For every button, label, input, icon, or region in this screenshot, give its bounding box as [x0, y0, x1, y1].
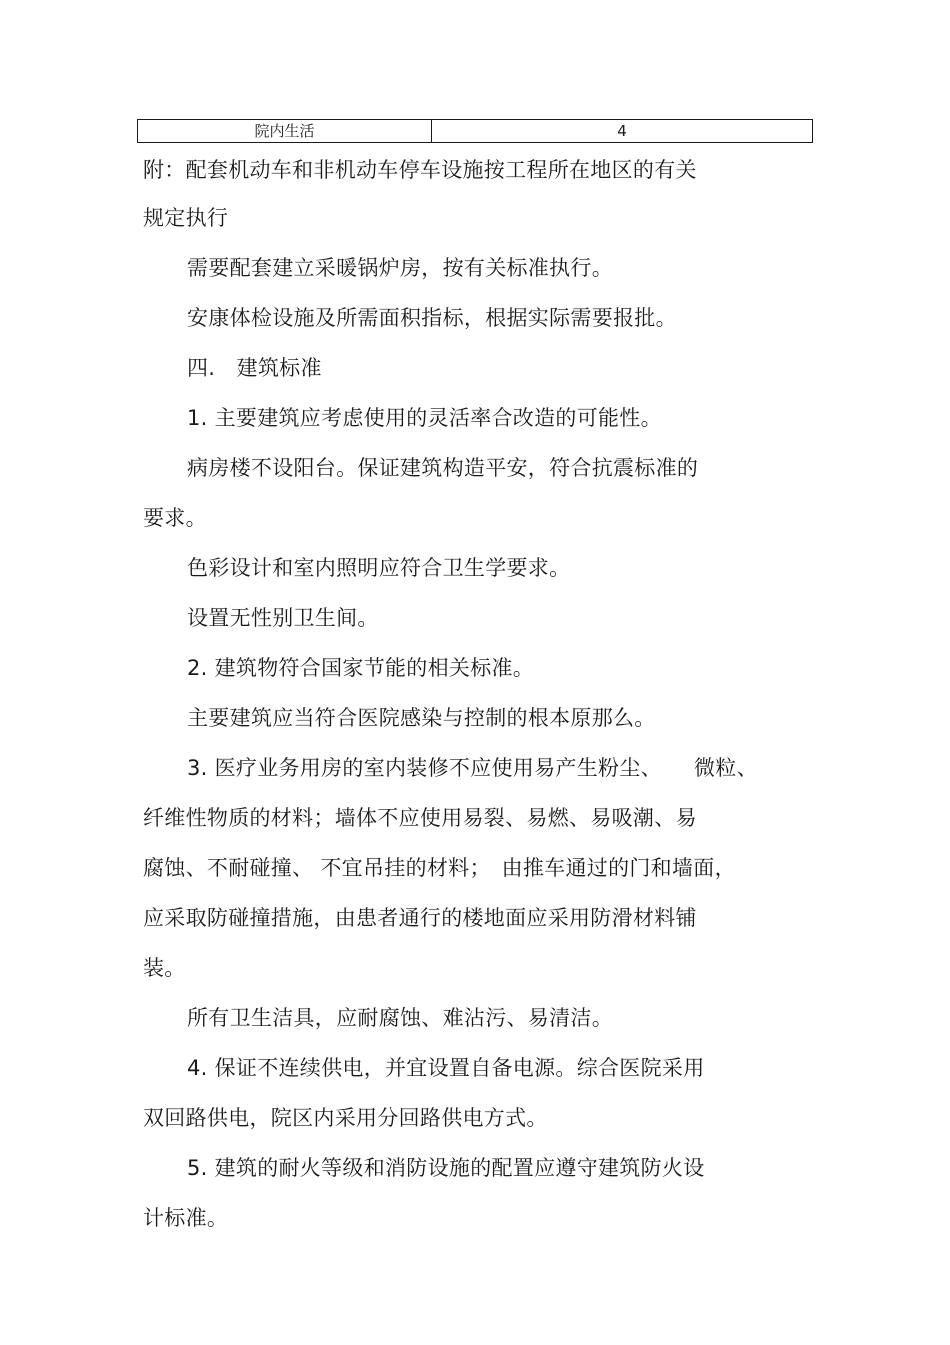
text-line: 2. 建筑物符合国家节能的相关标准。: [187, 656, 535, 680]
text-line: 3. 医疗业务用房的室内装修不应使用易产生粉尘、 微粒、: [187, 756, 758, 780]
text-line: 计标准。: [143, 1206, 229, 1230]
text-line: 主要建筑应当符合医院感染与控制的根本原那么。: [187, 706, 656, 730]
text-line: 病房楼不设阳台。保证建筑构造平安，符合抗震标准的: [187, 456, 699, 480]
text-line: 四. 建筑标准: [187, 356, 322, 380]
table-row: [138, 120, 813, 143]
summary-table: [137, 119, 813, 143]
text-line: 应采取防碰撞措施，由患者通行的楼地面应采用防滑材料铺: [143, 906, 697, 930]
table-cell-value: 4: [432, 120, 813, 143]
text-line: 腐蚀、不耐碰撞、 不宜吊挂的材料； 由推车通过的门和墙面，: [143, 856, 736, 880]
text-line: 要求。: [143, 506, 207, 530]
text-line: 5. 建筑的耐火等级和消防设施的配置应遵守建筑防火设: [187, 1156, 705, 1180]
text-line: 色彩设计和室内照明应符合卫生学要求。: [187, 556, 571, 580]
text-line: 装。: [143, 956, 186, 980]
text-line: 纤维性物质的材料；墙体不应使用易裂、易燃、易吸潮、易: [143, 806, 697, 830]
text-line: 1. 主要建筑应考虑使用的灵活率合改造的可能性。: [187, 406, 662, 430]
text-line: 需要配套建立采暖锅炉房，按有关标准执行。: [187, 256, 613, 280]
text-line: 设置无性别卫生间。: [187, 606, 379, 630]
table-cell-label: 院内生活: [138, 120, 432, 143]
text-line: 安康体检设施及所需面积指标，根据实际需要报批。: [187, 306, 677, 330]
text-line: 附：配套机动车和非机动车停车设施按工程所在地区的有关: [143, 158, 697, 182]
text-line: 双回路供电，院区内采用分回路供电方式。: [143, 1106, 548, 1130]
text-line: 4. 保证不连续供电，并宜设置自备电源。综合医院采用: [187, 1056, 705, 1080]
text-line: 所有卫生洁具，应耐腐蚀、难沾污、易清洁。: [187, 1006, 613, 1030]
text-line: 规定执行: [143, 206, 229, 230]
